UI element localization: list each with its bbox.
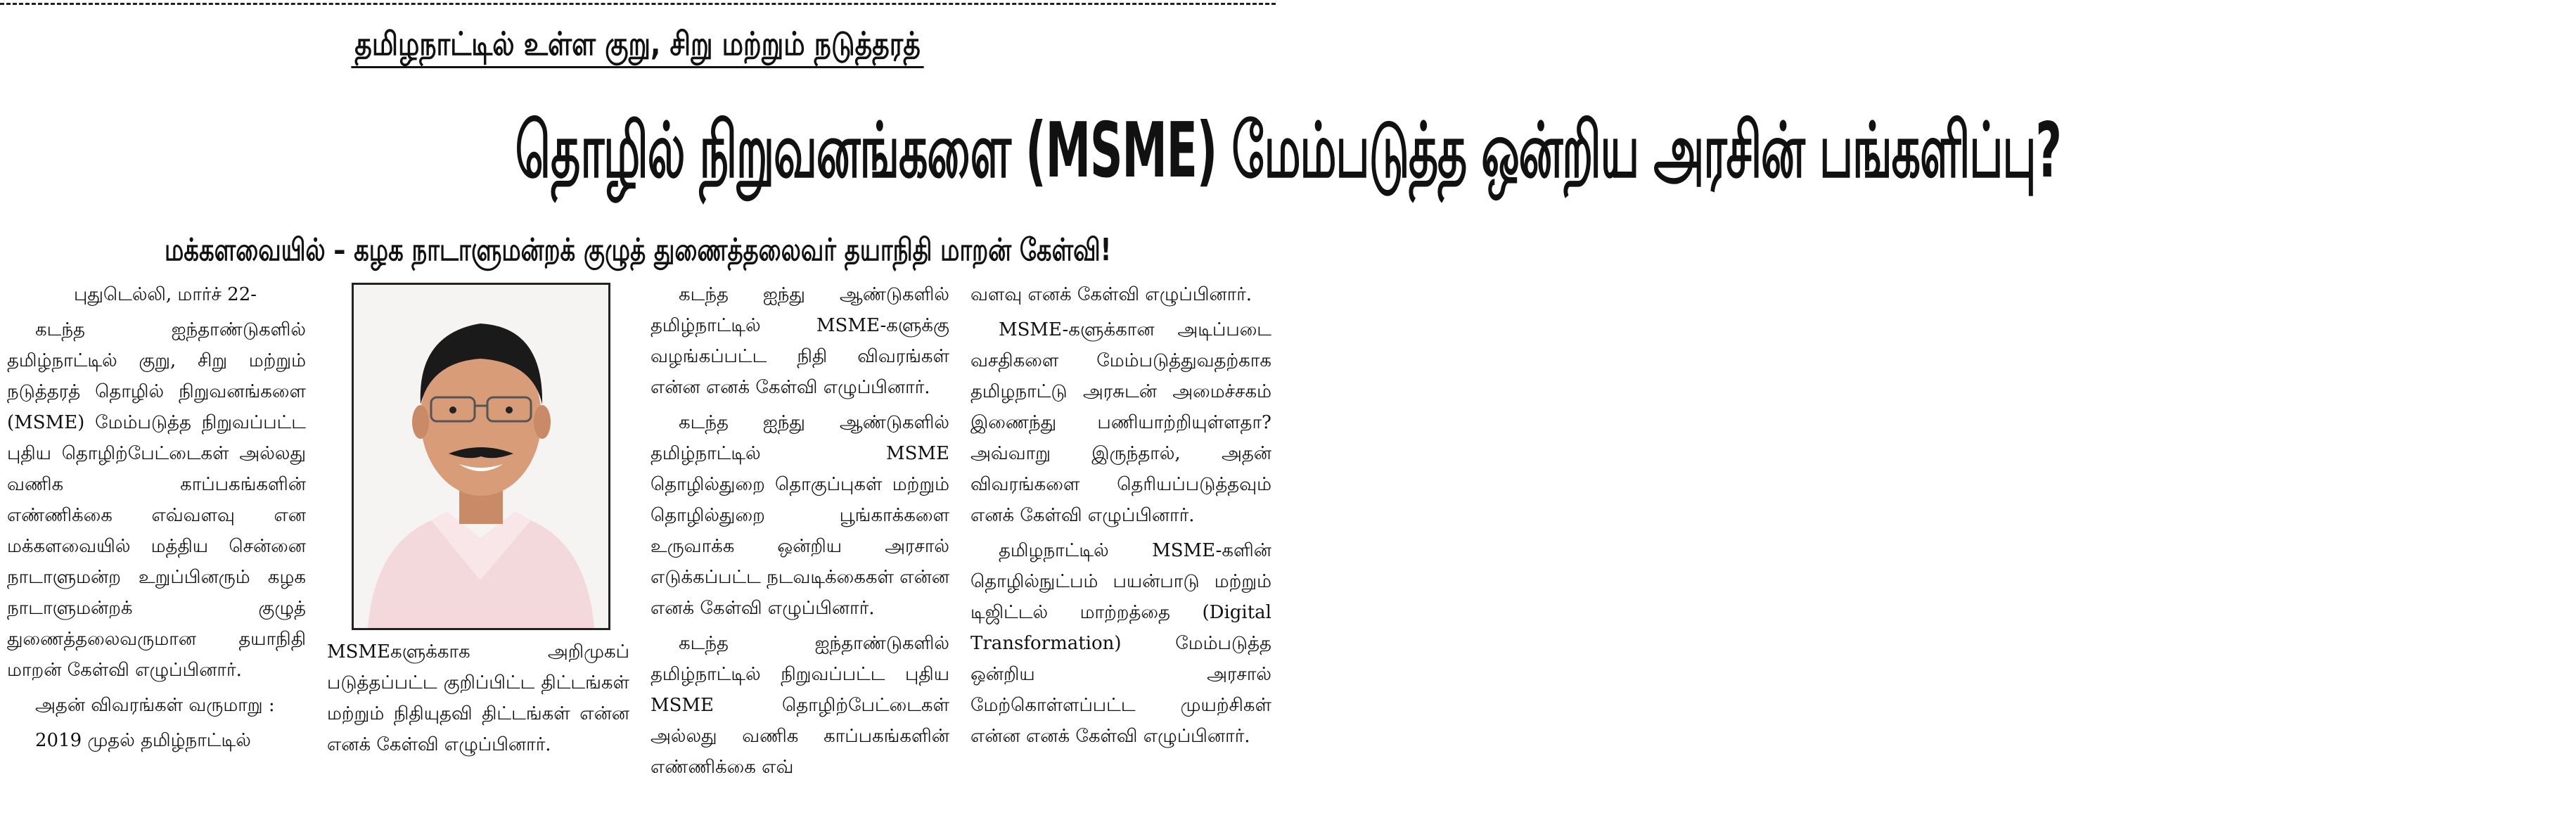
top-dashed-rule xyxy=(0,3,1276,5)
dateline: புதுடெல்லி, மார்ச் 22- xyxy=(74,284,257,305)
article-column-1 xyxy=(7,279,306,820)
main-headline xyxy=(0,105,2061,197)
paragraph: வளவு எனக் கேள்வி எழுப்பினார். xyxy=(970,284,1252,305)
article-column-2 xyxy=(327,636,629,820)
paragraph: அதன் விவரங்கள் வருமாறு : xyxy=(35,695,275,716)
paragraph: கடந்த ஐந்தாண்டுகளில் தமிழ்நாட்டில் குறு, சிறு மற்றும் நடுத்தரத் தொழில் நிறுவனங்களை (MSME) மேம்படுத்த நிறுவப்பட்ட புதிய தொழிற்பேட்டைகள் அல்லது வணிக காப்பகங்களின் எண்ணிக்கை எவ்வளவு என மக்களவையில் மத்திய சென்னை நாடாளுமன்ற உறுப்பினரும் கழக நாடாளுமன்றக் குழுத் துணைத்தலைவருமான தயாநிதி மாறன் கேள்வி எழுப்பினார். xyxy=(7,319,306,681)
portrait-photo xyxy=(352,283,610,630)
article-column-3 xyxy=(651,279,949,820)
subhead-text: மக்களவையில் – கழக நாடாளுமன்றக் குழுத் துணைத்தலைவர் தயாநிதி மாறன் கேள்வி! xyxy=(164,232,1112,268)
paragraph: MSMEகளுக்காக அறிமுகப் படுத்தப்பட்ட குறிப்பிட்ட திட்டங்கள் மற்றும் நிதியுதவி திட்டங்கள் என்ன எனக் கேள்வி எழுப்பினார். xyxy=(327,641,629,755)
kicker-text: தமிழநாட்டில் உள்ள குறு, சிறு மற்றும் நடுத்தரத் xyxy=(352,23,924,68)
sub-headline xyxy=(0,229,1276,272)
paragraph: கடந்த ஐந்தாண்டுகளில் தமிழ்நாட்டில் நிறுவப்பட்ட புதிய MSME தொழிற்பேட்டைகள் அல்லது வணிக காப்பகங்களின் எண்ணிக்கை எவ் xyxy=(651,633,949,778)
paragraph: தமிழநாட்டில் MSME-களின் தொழில்நுட்பம் பயன்பாடு மற்றும் டிஜிட்டல் மாற்றத்தை (Digital Transformation) மேம்படுத்த ஒன்றிய அரசால் மேற்கொள்ளப்பட்ட முயற்சிகள் என்ன எனக் கேள்வி எழுப்பினார். xyxy=(970,540,1271,747)
paragraph: கடந்த ஐந்து ஆண்டுகளில் தமிழ்நாட்டில் MSME தொழில்துறை தொகுப்புகள் மற்றும் தொழில்துறை பூங்காக்களை உருவாக்க ஒன்றிய அரசால் எடுக்கப்பட்ட நடவடிக்கைகள் என்ன எனக் கேள்வி எழுப்பினார். xyxy=(651,412,949,619)
paragraph: MSME-களுக்கான அடிப்படை வசதிகளை மேம்படுத்துவதற்காக தமிழநாட்டு அரசுடன் அமைச்சகம் இணைந்து பணியாற்றியுள்ளதா? அவ்வாறு இருந்தால், அதன் விவரங்களை தெரியப்படுத்தவும் எனக் கேள்வி எழுப்பினார். xyxy=(970,319,1271,526)
article-column-4 xyxy=(970,279,1271,820)
paragraph: கடந்த ஐந்து ஆண்டுகளில் தமிழ்நாட்டில் MSME-களுக்கு வழங்கப்பட்ட நிதி விவரங்கள் என்ன எனக் கேள்வி எழுப்பினார். xyxy=(651,284,949,398)
kicker-headline xyxy=(0,23,1276,68)
headline-text: தொழில் நிறுவனங்களை (MSME) மேம்படுத்த ஒன்றிய அரசின் பங்களிப்பு? xyxy=(515,107,2061,195)
paragraph: 2019 முதல் தமிழ்நாட்டில் xyxy=(35,730,251,751)
portrait-illustration xyxy=(354,285,608,628)
